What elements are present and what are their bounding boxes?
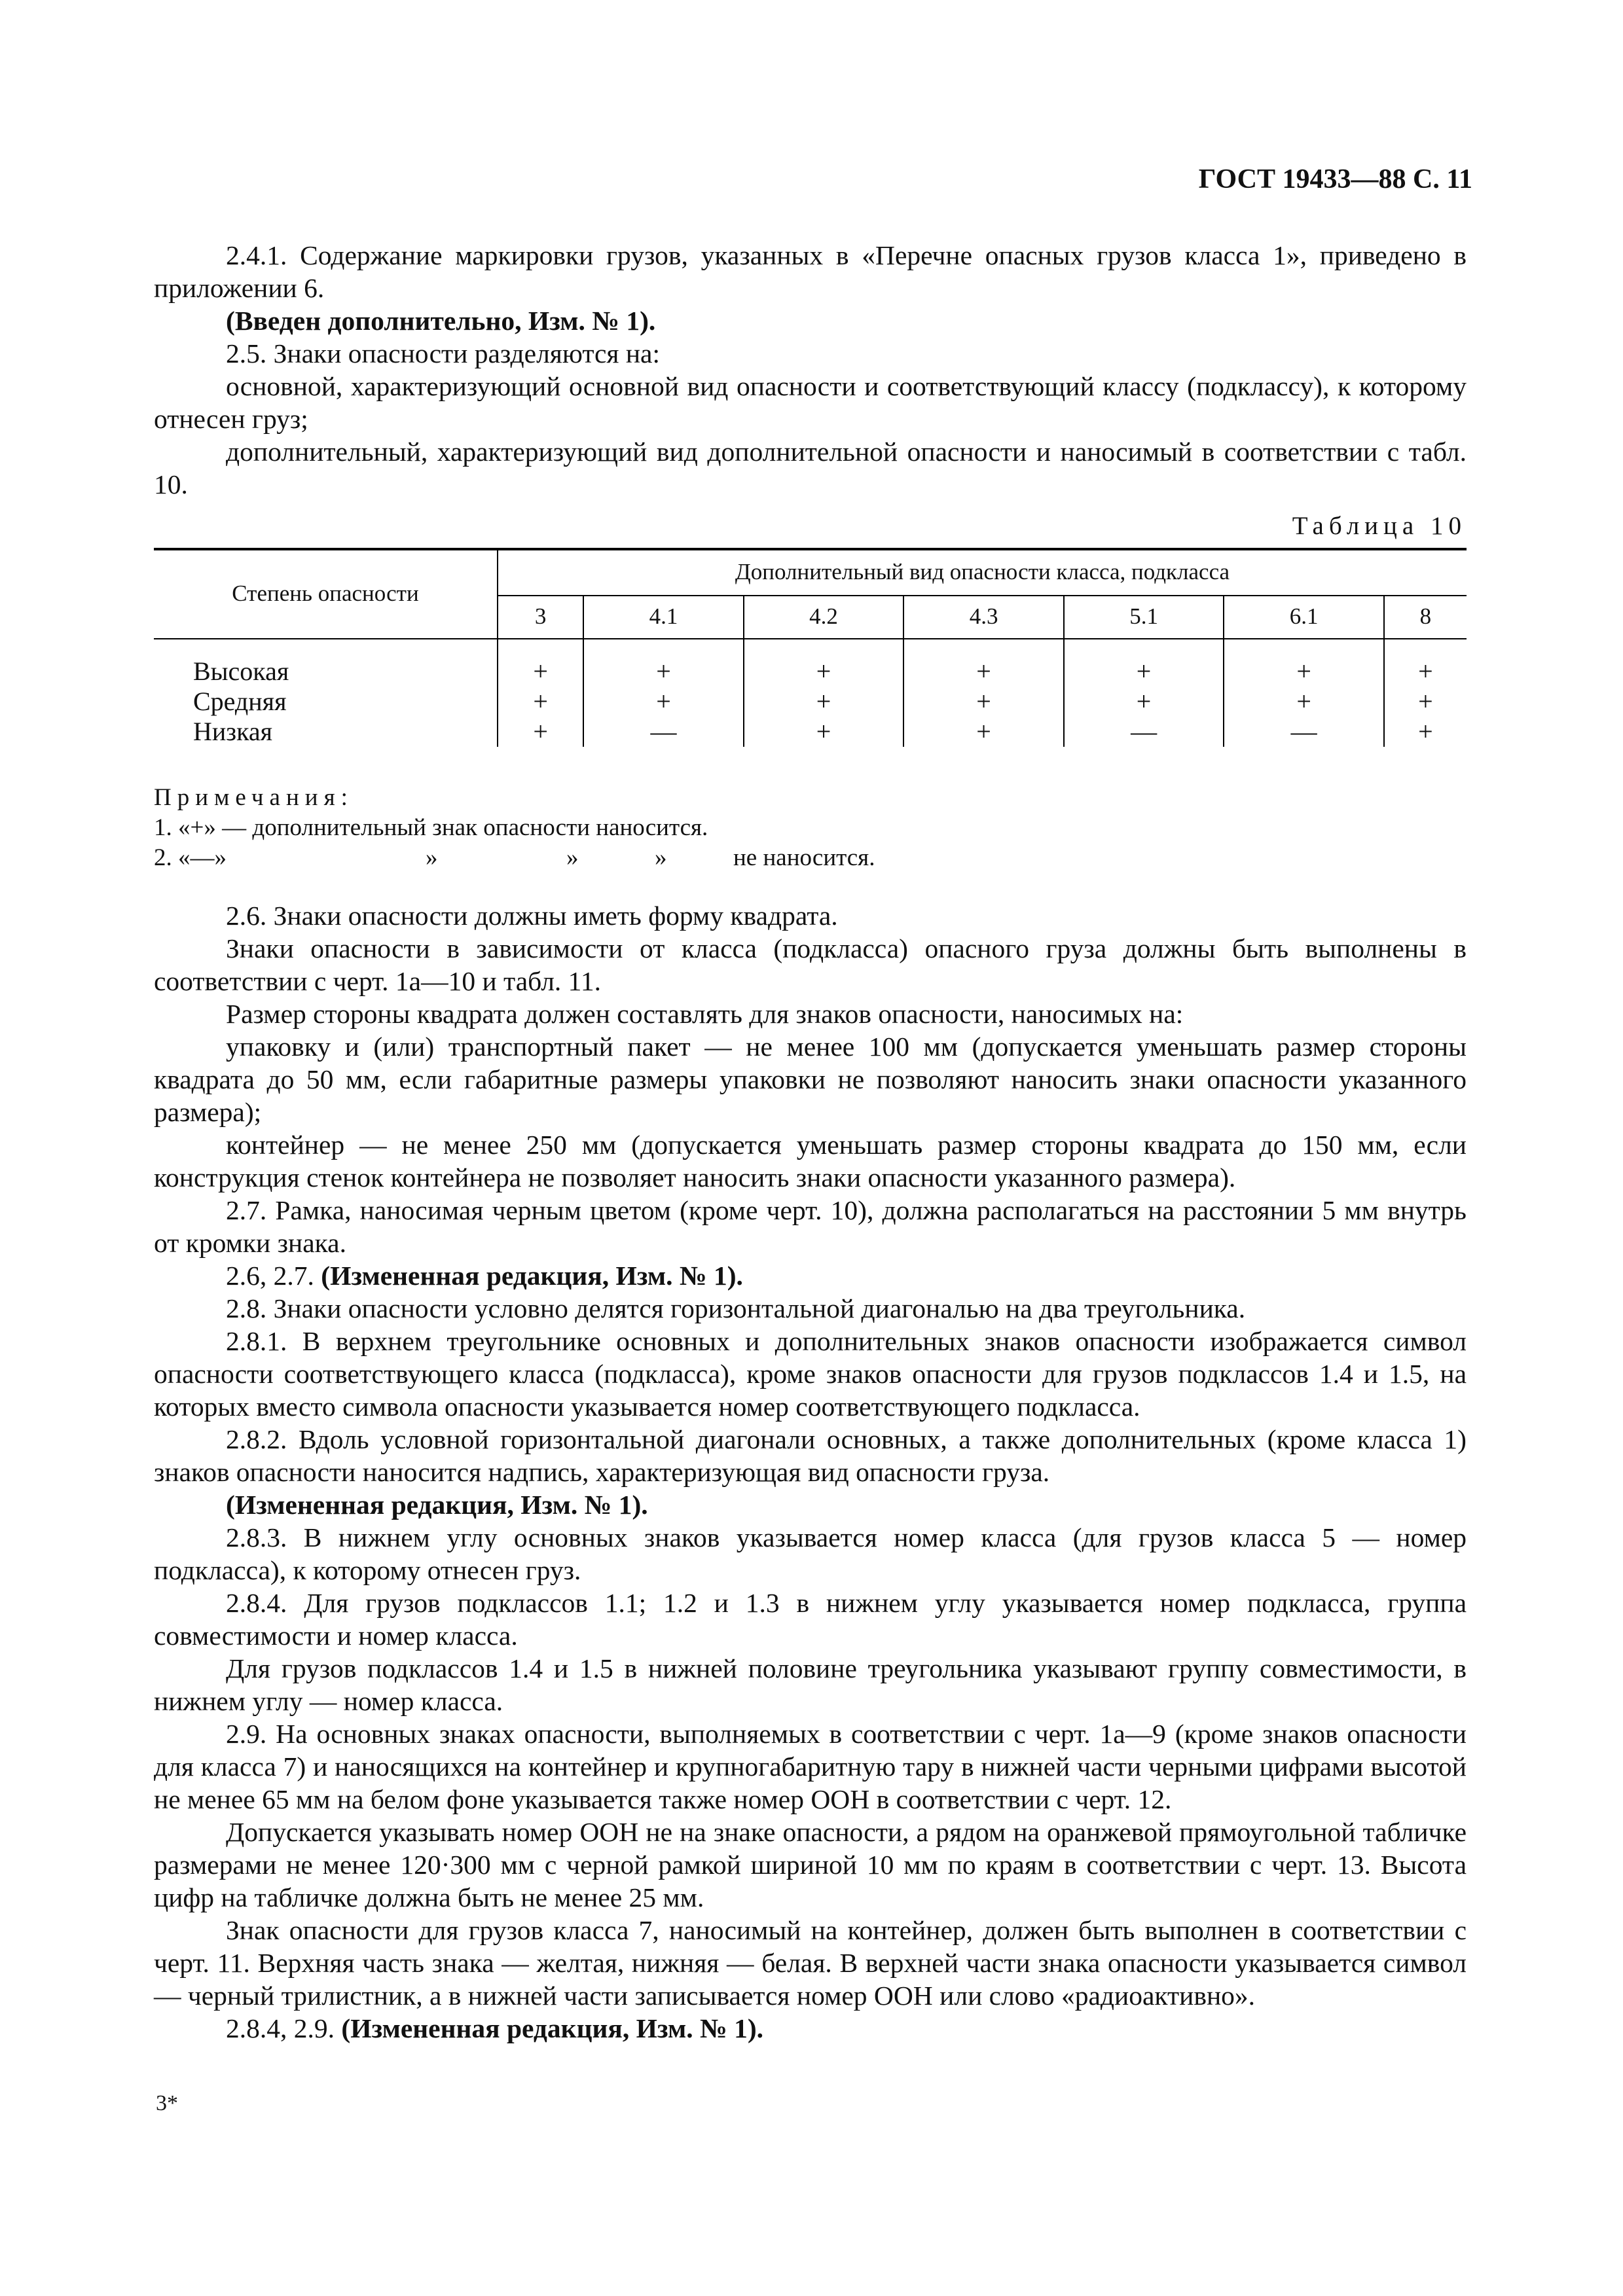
table-row	[154, 687, 1467, 717]
page-header: ГОСТ 19433—88 С. 11	[1198, 164, 1472, 194]
paragraph: Знак опасности для грузов класса 7, наносимый на контейнер, должен быть выполнен в соответствии с черт. 11. Верхняя часть знака — желтая, нижняя — белая. В верхней части знака опасности указывается символ — черный трилистник, а в нижней части записывается номер ООН или слово «радиоактивно».	[154, 1915, 1467, 2011]
row-label: Низкая	[193, 717, 273, 746]
table-cell: +	[583, 687, 744, 717]
hazard-table	[154, 548, 1467, 747]
paragraph: 2.4.1. Содержание маркировки грузов, указанных в «Перечне опасных грузов класса 1», приведено в приложении 6.	[154, 240, 1467, 303]
paragraph: Для грузов подклассов 1.4 и 1.5 в нижней половине треугольника указывают группу совместимости, в нижнем углу — номер класса.	[154, 1653, 1467, 1716]
table-cell: +	[903, 639, 1064, 687]
amendment-note: (Измененная редакция, Изм. № 1).	[341, 2013, 764, 2043]
column-header: 6.1	[1224, 596, 1384, 639]
row-label: Средняя	[193, 687, 287, 716]
paragraph: упаковку и (или) транспортный пакет — не менее 100 мм (допускается уменьшать размер стороны квадрата до 50 мм, если габаритные размеры упаковки не позволяют наносить знаки опасности указанного размера);	[154, 1031, 1467, 1127]
column-header: 5.1	[1064, 596, 1224, 639]
column-header: 4.2	[744, 596, 904, 639]
column-header: 3	[498, 596, 583, 639]
note-2	[154, 843, 1467, 873]
column-header: 4.1	[583, 596, 744, 639]
group-header: Дополнительный вид опасности класса, подкласса	[498, 549, 1467, 596]
paragraph: 2.8.4. Для грузов подклассов 1.1; 1.2 и 1.3 в нижнем углу указывается номер подкласса, группа совместимости и номер класса.	[154, 1588, 1467, 1651]
table-cell: +	[1064, 687, 1224, 717]
table-row	[154, 639, 1467, 687]
table-cell: +	[1384, 639, 1467, 687]
table-cell: +	[903, 687, 1064, 717]
note-2-ditto-2: »	[566, 844, 579, 871]
table-cell: +	[498, 639, 583, 687]
note-2-prefix: 2. «—»	[154, 844, 227, 871]
table-cell: +	[744, 639, 904, 687]
paragraph: 2.8.1. В верхнем треугольнике основных и дополнительных знаков опасности изображается символ опасности соответствующего класса (подкласса), кроме знаков опасности для грузов подклассов 1.4 и 1.5, на которых вместо символа опасности указывается номер соответствующего подкласса.	[154, 1326, 1467, 1422]
paragraph: (Измененная редакция, Изм. № 1).	[226, 1490, 648, 1520]
paragraph: 2.8.2. Вдоль условной горизонтальной диагонали основных, а также дополнительных (кроме класса 1) знаков опасности наносится надпись, характеризующая вид опасности груза.	[154, 1424, 1467, 1487]
row-header: Степень опасности	[154, 549, 498, 639]
paragraph	[154, 2012, 1467, 2045]
notes-block	[154, 783, 1467, 873]
notes-title: Примечания:	[154, 784, 354, 811]
note-1: 1. «+» — дополнительный знак опасности наносится.	[154, 814, 708, 841]
paragraph: 2.5. Знаки опасности разделяются на:	[226, 338, 661, 368]
note-2-ditto-3: »	[655, 844, 667, 871]
paragraph: Знаки опасности в зависимости от класса (подкласса) опасного груза должны быть выполнены в соответствии с черт. 1а—10 и табл. 11.	[154, 933, 1467, 996]
table-cell: —	[583, 717, 744, 747]
paragraph: 2.6. Знаки опасности должны иметь форму квадрата.	[226, 901, 838, 931]
note-2-suffix: не наносится.	[733, 844, 875, 871]
paragraph: Размер стороны квадрата должен составлять для знаков опасности, наносимых на:	[226, 999, 1184, 1029]
paragraph	[154, 1259, 1467, 1292]
paragraph: дополнительный, характеризующий вид дополнительной опасности и наносимый в соответствии с табл. 10.	[154, 437, 1467, 499]
column-header: 8	[1384, 596, 1467, 639]
table-cell: —	[1064, 717, 1224, 747]
paragraph: 2.7. Рамка, наносимая черным цветом (кроме черт. 10), должна располагаться на расстоянии 5 мм внутрь от кромки знака.	[154, 1195, 1467, 1258]
amendment-note: (Измененная редакция, Изм. № 1).	[321, 1261, 743, 1291]
bottom-paragraphs	[154, 899, 1467, 2045]
paragraph: (Введен дополнительно, Изм. № 1).	[226, 306, 656, 336]
row-label: Высокая	[193, 656, 289, 686]
table-cell: —	[1224, 717, 1384, 747]
paragraph: 2.9. На основных знаках опасности, выполняемых в соответствии с черт. 1а—9 (кроме знаков опасности для класса 7) и наносящихся на контейнер и крупногабаритную тару в нижней части черными цифрами высотой не менее 65 мм на белом фоне указывается также номер ООН в соответствии с черт. 12.	[154, 1719, 1467, 1814]
table-body	[154, 639, 1467, 747]
table-cell: +	[744, 717, 904, 747]
top-paragraphs	[154, 239, 1467, 501]
table-cell: +	[583, 639, 744, 687]
paragraph: основной, характеризующий основной вид опасности и соответствующий классу (подклассу), к которому отнесен груз;	[154, 371, 1467, 434]
paragraph: Допускается указывать номер ООН не на знаке опасности, а рядом на оранжевой прямоугольной табличке размерами не менее 120·300 мм с черной рамкой шириной 10 мм по краям в соответствии с черт. 13. Высота цифр на табличке должна быть не менее 25 мм.	[154, 1817, 1467, 1912]
column-header: 4.3	[903, 596, 1064, 639]
table-caption: Таблица 10	[1292, 512, 1467, 540]
table-cell: +	[498, 717, 583, 747]
paragraph: 2.8.3. В нижнем углу основных знаков указывается номер класса (для грузов класса 5 — номер подкласса), к которому отнесен груз.	[154, 1522, 1467, 1585]
table-cell: +	[744, 687, 904, 717]
table-cell: +	[1384, 717, 1467, 747]
table-cell: +	[1064, 639, 1224, 687]
table-cell: +	[1224, 687, 1384, 717]
table-row	[154, 717, 1467, 747]
table-cell: +	[1384, 687, 1467, 717]
table-cell: +	[498, 687, 583, 717]
note-2-ditto-1: »	[426, 844, 438, 871]
footer-mark: 3*	[156, 2091, 178, 2115]
table-cell: +	[903, 717, 1064, 747]
table-cell: +	[1224, 639, 1384, 687]
document-body	[154, 239, 1467, 2045]
paragraph-ref: 2.6, 2.7.	[226, 1261, 321, 1291]
paragraph: контейнер — не менее 250 мм (допускается уменьшать размер стороны квадрата до 150 мм, если конструкция стенок контейнера не позволяет наносить знаки опасности указанного размера).	[154, 1130, 1467, 1193]
paragraph-ref: 2.8.4, 2.9.	[226, 2013, 342, 2043]
paragraph: 2.8. Знаки опасности условно делятся горизонтальной диагональю на два треугольника.	[226, 1293, 1246, 1323]
